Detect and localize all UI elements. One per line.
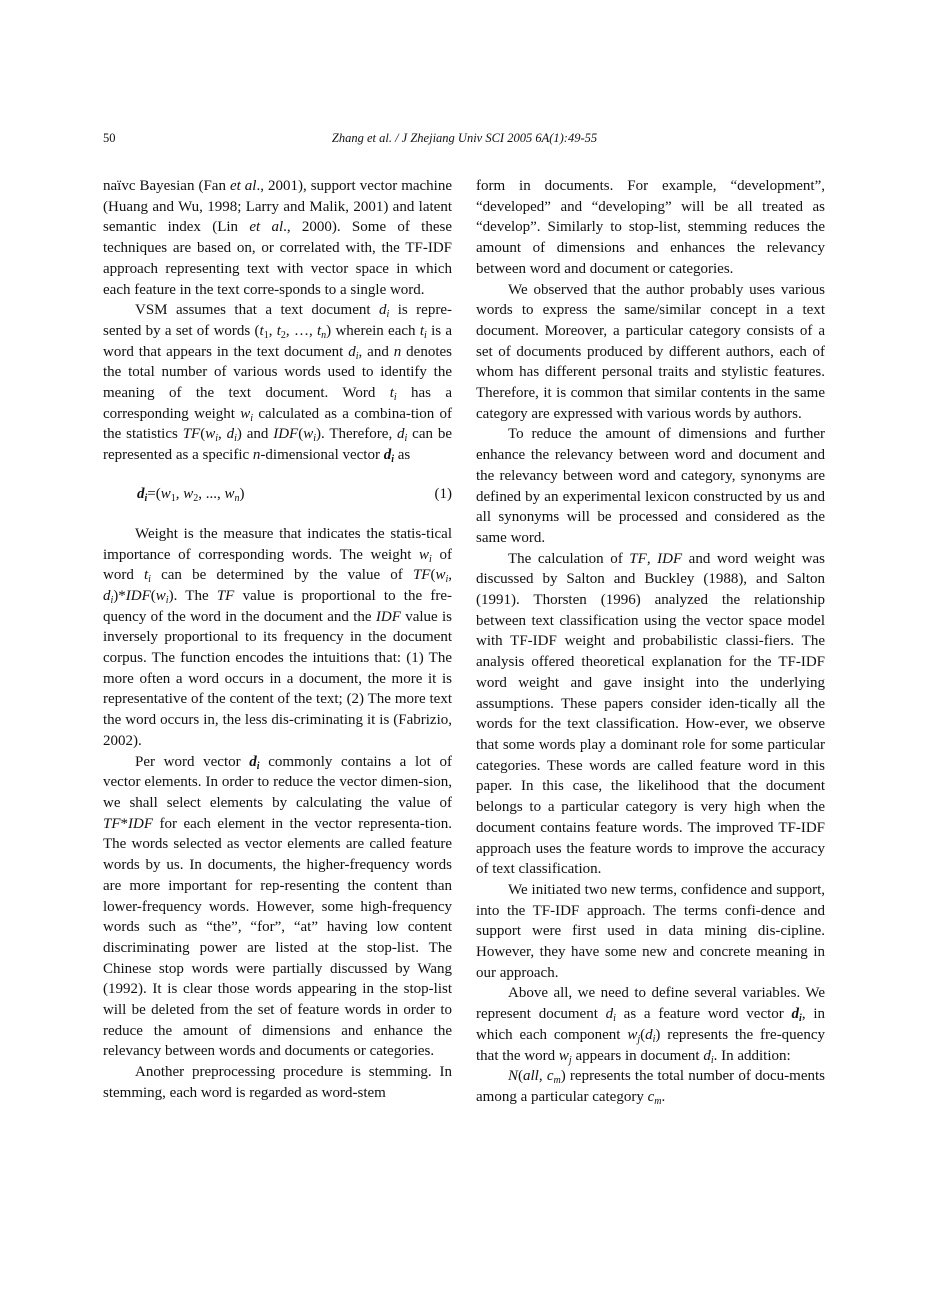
equation-number: (1) (434, 485, 452, 502)
equation-expression: $d_i=(w_1$, $w_2$, ..., $w_n$) (137, 485, 245, 504)
page-header (103, 131, 826, 151)
paragraph: Weight is the measure that indicates the statis-tical importance of corresponding words. The weight $w_i$ of word $t_i$ can be determined by the value of $TF(w_i$, $d_i)*IDF(w_i)$. The TF value is proportional to the fre-quency of the word in the document and the IDF value is inversely proportional to its frequency in the document corpus. The function encodes the intuitions that: (1) The more often a word occurs in a document, the more it is representative of the content of the text; (2) The more text the word occurs in, the less dis-criminating it is (Fabrizio, 2002). (103, 525, 453, 749)
left-column (103, 176, 452, 1104)
equation-1 (103, 480, 452, 510)
right-column (476, 176, 825, 1108)
running-title: Zhang et al. / J Zhejiang Univ SCI 2005 6A(1):49-55 (331, 131, 598, 145)
paragraph: form in documents. For example, “development”, “developed” and “developing” will be all treated as “develop”. Similarly to stop-list, stemming reduces the amount of dimensions and enhances the relevancy between word and document or categories. (476, 178, 825, 277)
paragraph: To reduce the amount of dimensions and further enhance the relevancy between word and document and the relevancy between word and category, synonyms are defined by an experimental lexicon constructed by us and all synonyms will be processed and considered as the same word. (476, 426, 825, 546)
paragraph: We observed that the author probably uses various words to express the same/similar concept in a text document. Moreover, a particular category consists of a set of documents produced by different authors, each of whom has different personal traits and stylistic features. Therefore, it is common that similar contents in the same category are expressed with various words by authors. (476, 281, 825, 422)
paragraph: naïvc Bayesian (Fan et al., 2001), support vector machine (Huang and Wu, 1998; Larry and Malik, 2001) and latent semantic index (Lin et al., 2000). Some of these techniques are based on, or correlated with, the TF-IDF approach representing text with vector space in which each feature in the text corre-sponds to a single word. (103, 178, 452, 298)
paragraph: Another preprocessing procedure is stemming. In stemming, each word is regarded as word-stem (103, 1064, 452, 1101)
paragraph: N(all, $c_m$) represents the total number of docu-ments among a particular category $c_m$. (476, 1068, 825, 1107)
paragraph: Above all, we need to define several variables. We represent document $d_i$ as a feature word vector $d_i$, in which each component $w_j(d_i)$ represents the fre-quency that the word $w_j$ appears in document $d_i$. In addition: (476, 985, 826, 1066)
page-number: 50 (103, 131, 116, 145)
paragraph: Per word vector $d_i$ commonly contains a lot of vector elements. In order to reduce the vector dimen-sion, we shall select elements by calculating the value of TF*IDF for each element in the vector representa-tion. The words selected as vector elements are called feature words by us. In documents, the higher-frequency words are more important for rep-resenting the content than lower-frequency words. However, some high-frequency words such as “the”, “for”, “at” having low content discriminating power are listed at the stop-list. The Chinese stop words were partially discussed by Wang (1992). It is clear those words appearing in the stop-list will be deleted from the set of feature words in order to reduce the amount of dimensions and enhance the relevancy between words and documents or categories. (103, 753, 452, 1060)
paragraph: VSM assumes that a text document $d_i$ is repre-sented by a set of words ($t_1$, $t_2$, …, $t_n$) wherein each $t_i$ is a word that appears in the text document $d_i$, and n denotes the total number of various words used to identify the meaning of the text document. Word $t_i$ has a corresponding weight $w_i$ calculated as a combina-tion of the statistics $TF(w_i$, $d_i$) and $IDF(w_i)$. Therefore, $d_i$ can be represented as a specific n-dimensional vector $d_i$ as (103, 302, 453, 466)
paragraph: We initiated two new terms, confidence and support, into the TF-IDF approach. The terms confi-dence and support were first used in data mining dis-cipline. However, they have some new and concrete meaning in our approach. (476, 881, 825, 981)
paragraph: The calculation of TF, IDF and word weight was discussed by Salton and Buckley (1988), and Salton (1991). Thorsten (1996) analyzed the relationship between text classification using the vector space model with TF-IDF weight and probabilistic classi-fiers. The analysis offered theoretical explanation for the TF-IDF word weight and gave insight into the underlying assumptions. These papers consider iden-tically all the words for the text classification. How-ever, we observe that some words play a dominant role for some particular categories. These words are called feature word in this paper. In this case, the likelihood that the document belongs to a particular category is very high when the document contains feature words. The improved TF-IDF approach uses the feature words to improve the accuracy of text classification. (476, 550, 825, 878)
